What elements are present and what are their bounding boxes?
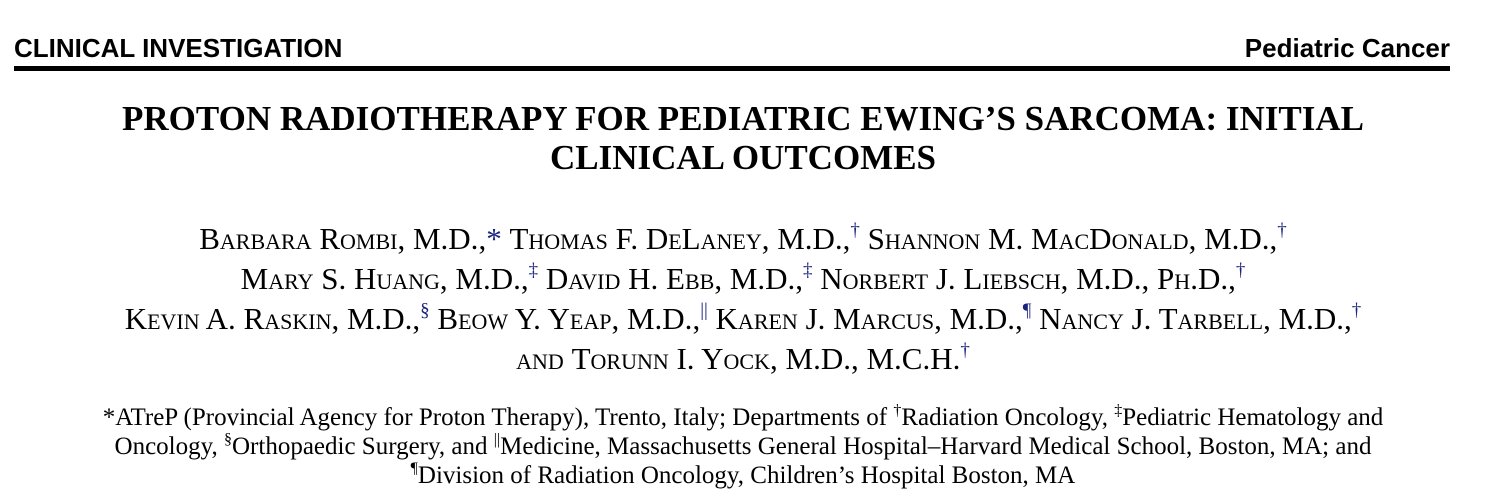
author-name: Beow Y. Yeap xyxy=(437,301,612,336)
footnote-mark[interactable]: † xyxy=(1277,220,1287,241)
footnote-mark: ‡ xyxy=(1114,402,1123,419)
author-degree: M.D. xyxy=(626,301,693,336)
footnote-mark: || xyxy=(493,431,501,448)
author-name: Mary S. Huang xyxy=(240,261,440,296)
footnote-mark[interactable]: † xyxy=(1351,300,1362,321)
footnote-mark[interactable]: ¶ xyxy=(1022,300,1032,321)
author-list xyxy=(0,219,1486,379)
author-degree: M.D. xyxy=(412,221,479,256)
footnote-mark[interactable]: ‡ xyxy=(528,260,539,281)
author-name: Nancy J. Tarbell xyxy=(1039,301,1264,336)
section-label: CLINICAL INVESTIGATION xyxy=(14,33,343,63)
article-title xyxy=(0,99,1486,177)
author-line-2: Mary S. Huang, M.D.,‡ David H. Ebb, M.D.,‡ Norbert J. Liebsch, M.D., Ph.D.,† xyxy=(240,260,1246,296)
affiliation-text: Medicine, Massachusetts General Hospital–Harvard Medical School, Boston, MA; and xyxy=(500,433,1372,460)
affiliation-text: Orthopaedic Surgery, and xyxy=(232,433,494,460)
footnote-mark[interactable]: † xyxy=(1235,260,1246,281)
author-name: Kevin A. Raskin xyxy=(124,301,332,336)
affiliation-line-2 xyxy=(0,432,1486,461)
author-name: David H. Ebb xyxy=(545,261,715,296)
author-name: Shannon M. MacDonald xyxy=(867,221,1189,256)
footnote-mark: † xyxy=(893,402,902,419)
category-label: Pediatric Cancer xyxy=(1244,33,1450,63)
author-name: Thomas F. DeLaney xyxy=(509,221,762,256)
footnote-mark[interactable]: * xyxy=(486,221,502,256)
header-rule xyxy=(14,66,1450,71)
footnote-mark[interactable]: † xyxy=(960,340,970,361)
author-degree: M.D. xyxy=(346,301,413,336)
author-line-3: Kevin A. Raskin, M.D.,§ Beow Y. Yeap, M.D.,|| Karen J. Marcus, M.D.,¶ Nancy J. Tarbell, M.D.,† xyxy=(124,300,1362,336)
affiliation-text: Radiation Oncology, xyxy=(901,404,1115,431)
author-degree: M.D. xyxy=(777,221,843,256)
affiliations xyxy=(0,403,1486,490)
author-degree: M.D. xyxy=(949,301,1016,336)
footnote-mark[interactable]: ‡ xyxy=(803,260,813,281)
author-degree: M.D. xyxy=(729,261,796,296)
footnote-mark: § xyxy=(224,431,232,448)
author-degree: M.D., Ph.D. xyxy=(1076,261,1229,296)
footnote-mark[interactable]: || xyxy=(700,300,708,321)
author-degree: M.D., M.C.H. xyxy=(785,341,961,376)
author-name: Norbert J. Liebsch xyxy=(820,261,1061,296)
author-name: Karen J. Marcus xyxy=(715,301,935,336)
page-header xyxy=(14,33,1450,63)
title-line-1: PROTON RADIOTHERAPY FOR PEDIATRIC EWING’S SARCOMA: INITIAL xyxy=(122,99,1364,138)
affiliation-line-1: *ATreP (Provincial Agency for Proton Therapy), Trento, Italy; Departments of †Radiation Oncology, ‡Pediatric Hematology and xyxy=(102,402,1384,431)
footnote-mark[interactable]: § xyxy=(420,300,430,321)
affiliation-text: Division of Radiation Oncology, Children’s Hospital Boston, MA xyxy=(417,462,1076,489)
author-degree: M.D. xyxy=(1278,301,1345,336)
footnote-mark[interactable]: † xyxy=(850,220,860,241)
title-line-2: CLINICAL OUTCOMES xyxy=(549,138,937,177)
footnote-mark: ¶ xyxy=(410,460,418,477)
affiliation-text: ATreP (Provincial Agency for Proton Therapy), Trento, Italy; Departments of xyxy=(115,404,894,431)
author-name: Barbara Rombi xyxy=(199,221,398,256)
author-name: Torunn I. Yock xyxy=(571,341,770,376)
author-conjunction: and xyxy=(516,341,564,376)
author-degree: M.D. xyxy=(455,261,521,296)
author-degree: M.D. xyxy=(1204,221,1270,256)
affiliation-text: Pediatric Hematology and xyxy=(1122,404,1384,431)
affiliation-text: Oncology, xyxy=(114,433,224,460)
author-line-4: and Torunn I. Yock, M.D., M.C.H.† xyxy=(516,340,970,376)
affiliation-line-3 xyxy=(0,461,1486,490)
author-line-1: Barbara Rombi, M.D.,* Thomas F. DeLaney, M.D.,† Shannon M. MacDonald, M.D.,† xyxy=(199,220,1287,256)
